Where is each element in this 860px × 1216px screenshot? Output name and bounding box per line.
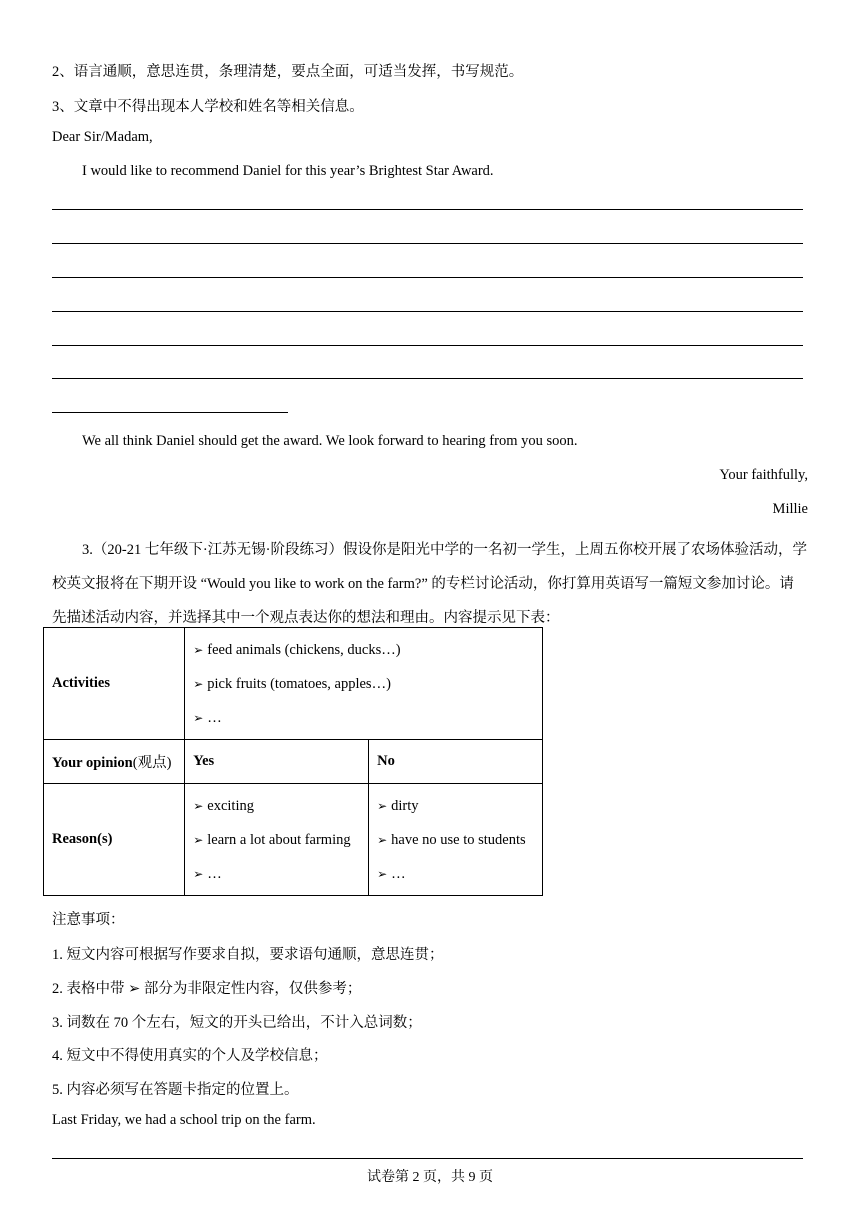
arrow-bullet-icon: ➢ xyxy=(193,798,204,813)
prompt-table xyxy=(43,627,543,896)
note-item: 5. 内容必须写在答题卡指定的位置上。 xyxy=(52,1082,299,1098)
answer-line xyxy=(52,243,803,244)
reason-item: ➢ exciting xyxy=(193,797,254,814)
arrow-bullet-icon: ➢ xyxy=(193,710,204,725)
arrow-bullet-icon: ➢ xyxy=(193,676,204,691)
reasons-label: Reason(s) xyxy=(44,784,185,896)
note-item: 4. 短文中不得使用真实的个人及学校信息； xyxy=(52,1048,328,1064)
essay-start-sentence: Last Friday, we had a school trip on the farm. xyxy=(52,1112,316,1128)
page-footer: 试卷第 2 页，共 9 页 xyxy=(367,1170,493,1185)
reason-item: ➢ … xyxy=(193,865,222,882)
answer-line xyxy=(52,277,803,278)
reason-item: ➢ … xyxy=(377,865,406,882)
arrow-bullet-icon: ➢ xyxy=(377,798,388,813)
activity-item: ➢ … xyxy=(193,709,222,726)
no-reasons-cell xyxy=(369,784,543,896)
reason-item: ➢ dirty xyxy=(377,797,419,814)
requirement-2: 2、语言通顺，意思连贯，条理清楚，要点全面，可适当发挥，书写规范。 xyxy=(52,64,524,80)
activity-item: ➢ pick fruits (tomatoes, apples…) xyxy=(193,675,391,692)
reason-item: ➢ learn a lot about farming xyxy=(193,831,351,848)
note-item: 1. 短文内容可根据写作要求自拟，要求语句通顺，意思连贯； xyxy=(52,947,444,963)
answer-line xyxy=(52,378,803,379)
letter-salutation: Dear Sir/Madam, xyxy=(52,129,153,145)
activity-item: ➢ feed animals (chickens, ducks…) xyxy=(193,641,401,658)
letter-signature: Millie xyxy=(772,501,808,517)
note-item: 3. 词数在 70 个左右，短文的开头已给出，不计入总词数； xyxy=(52,1015,422,1031)
opinion-no: No xyxy=(369,740,543,784)
note-item: 2. 表格中带 ➢ 部分为非限定性内容，仅供参考； xyxy=(52,981,362,997)
answer-line xyxy=(52,1158,803,1159)
reason-item: ➢ have no use to students xyxy=(377,831,526,848)
opinion-yes: Yes xyxy=(185,740,369,784)
arrow-bullet-icon: ➢ xyxy=(193,642,204,657)
letter-signoff: Your faithfully, xyxy=(719,467,808,483)
answer-line xyxy=(52,209,803,210)
letter-opening: I would like to recommend Daniel for this year’s Brightest Star Award. xyxy=(82,163,494,179)
arrow-bullet-icon: ➢ xyxy=(377,866,388,881)
question-3-prompt: 3.（20-21 七年级下·江苏无锡·阶段练习）假设你是阳光中学的一名初一学生，上周五你校开展了农场体验活动，学校英文报将在下期开设 “Would you like to work on the farm?” 的专栏讨论活动，你打算用英语写一篇短文参加讨论。请先描述活动内容，并选择其中一个观点表达你的想法和理由。内容提示见下表： xyxy=(52,542,807,626)
arrow-bullet-icon: ➢ xyxy=(193,866,204,881)
arrow-bullet-icon: ➢ xyxy=(193,832,204,847)
yes-reasons-cell xyxy=(185,784,369,896)
answer-line-short xyxy=(52,412,288,413)
answer-line xyxy=(52,345,803,346)
arrow-bullet-icon: ➢ xyxy=(377,832,388,847)
requirement-3: 3、文章中不得出现本人学校和姓名等相关信息。 xyxy=(52,99,364,115)
opinion-label: Your opinion(观点) xyxy=(44,740,185,784)
answer-line xyxy=(52,311,803,312)
activities-label: Activities xyxy=(44,628,185,740)
activities-cell xyxy=(185,628,543,740)
letter-closing: We all think Daniel should get the award. We look forward to hearing from you soon. xyxy=(82,433,578,449)
notes-title: 注意事项： xyxy=(52,912,125,928)
